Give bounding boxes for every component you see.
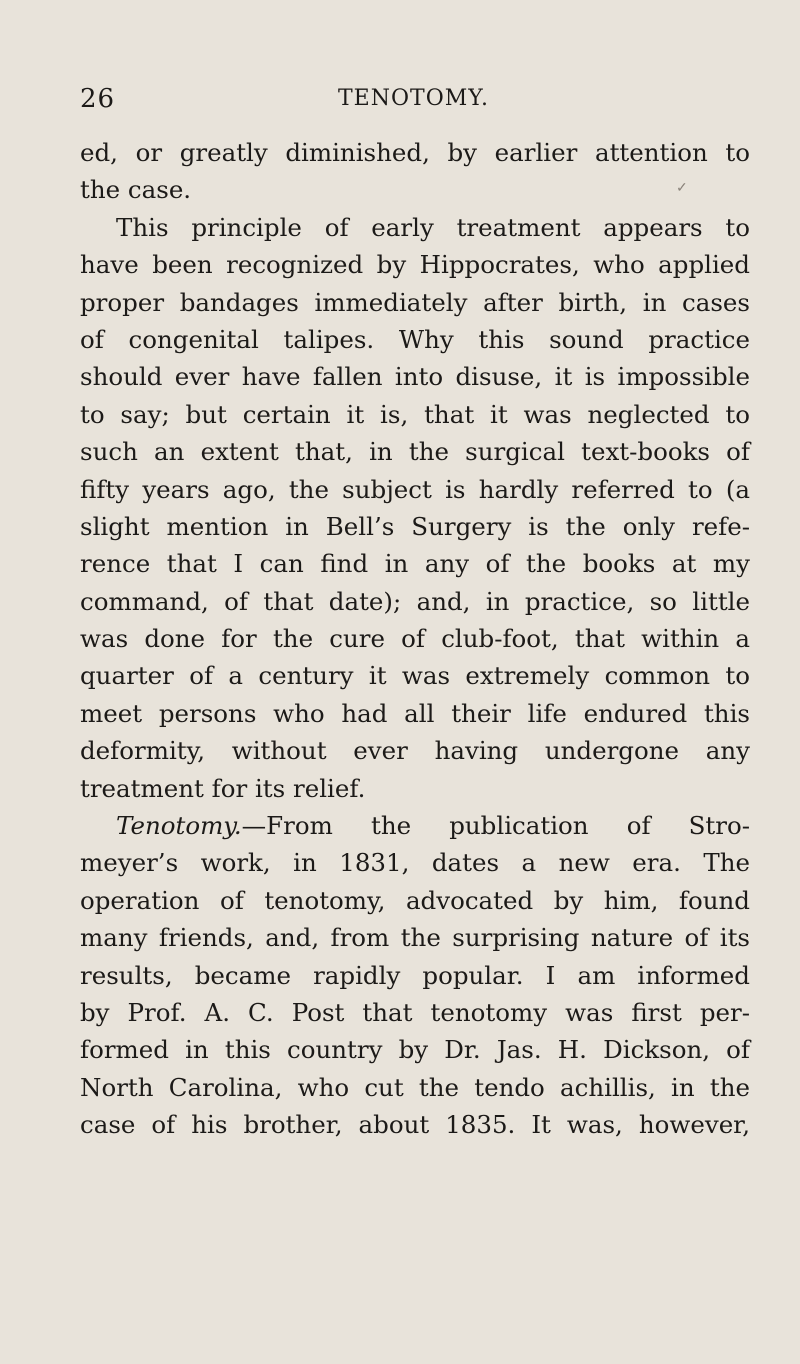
- text-line: to say; but certain it is, that it was neglected to: [80, 399, 750, 429]
- text-line: command, of that date); and, in practice, so little: [80, 586, 750, 616]
- text-line: results, became rapidly popular. I am informed: [80, 960, 750, 990]
- text-run: —From the publication of Stro-: [241, 811, 750, 841]
- stray-pencil-mark: ✓: [676, 180, 688, 196]
- text-line: was done for the cure of club-foot, that within a: [80, 624, 750, 654]
- text-line: should ever have fallen into disuse, it is impossible: [80, 362, 750, 392]
- text-line: slight mention in Bell’s Surgery is the only refe-: [80, 511, 750, 541]
- text-line: proper bandages immediately after birth, in cases: [80, 287, 750, 317]
- text-line: case of his brother, about 1835. It was, however,: [80, 1110, 750, 1140]
- text-line: fifty years ago, the subject is hardly referred to (a: [80, 474, 750, 504]
- running-title: TENOTOMY.: [338, 86, 489, 111]
- page-number: 26: [80, 84, 116, 114]
- text-line: North Carolina, who cut the tendo achillis, in the: [80, 1072, 750, 1102]
- text-line: [80, 807, 750, 844]
- text-line: deformity, without ever having undergone any: [80, 736, 750, 766]
- text-line: many friends, and, from the surprising nature of its: [80, 923, 750, 953]
- text-line: meyer’s work, in 1831, dates a new era. The: [80, 848, 750, 878]
- text-line: meet persons who had all their life endured this: [80, 698, 750, 728]
- text-line: formed in this country by Dr. Jas. H. Dickson, of: [80, 1035, 750, 1065]
- text-line: the case.: [80, 175, 192, 205]
- text-line: This principle of early treatment appears to: [116, 212, 750, 242]
- running-head: [80, 84, 730, 114]
- text-line: operation of tenotomy, advocated by him, found: [80, 885, 750, 915]
- body-text: [80, 134, 750, 1144]
- text-line: rence that I can find in any of the books at my: [80, 549, 750, 579]
- text-line: ed, or greatly diminished, by earlier attention to: [80, 138, 750, 167]
- text-line: by Prof. A. C. Post that tenotomy was first per-: [80, 997, 750, 1027]
- text-line: such an extent that, in the surgical text-books of: [80, 437, 750, 467]
- text-line: treatment for its relief.: [80, 773, 366, 803]
- text-line: quarter of a century it was extremely common to: [80, 661, 750, 691]
- text-line: have been recognized by Hippocrates, who applied: [80, 250, 750, 280]
- text-line: of congenital talipes. Why this sound practice: [80, 324, 750, 354]
- section-heading: Tenotomy.: [116, 811, 242, 841]
